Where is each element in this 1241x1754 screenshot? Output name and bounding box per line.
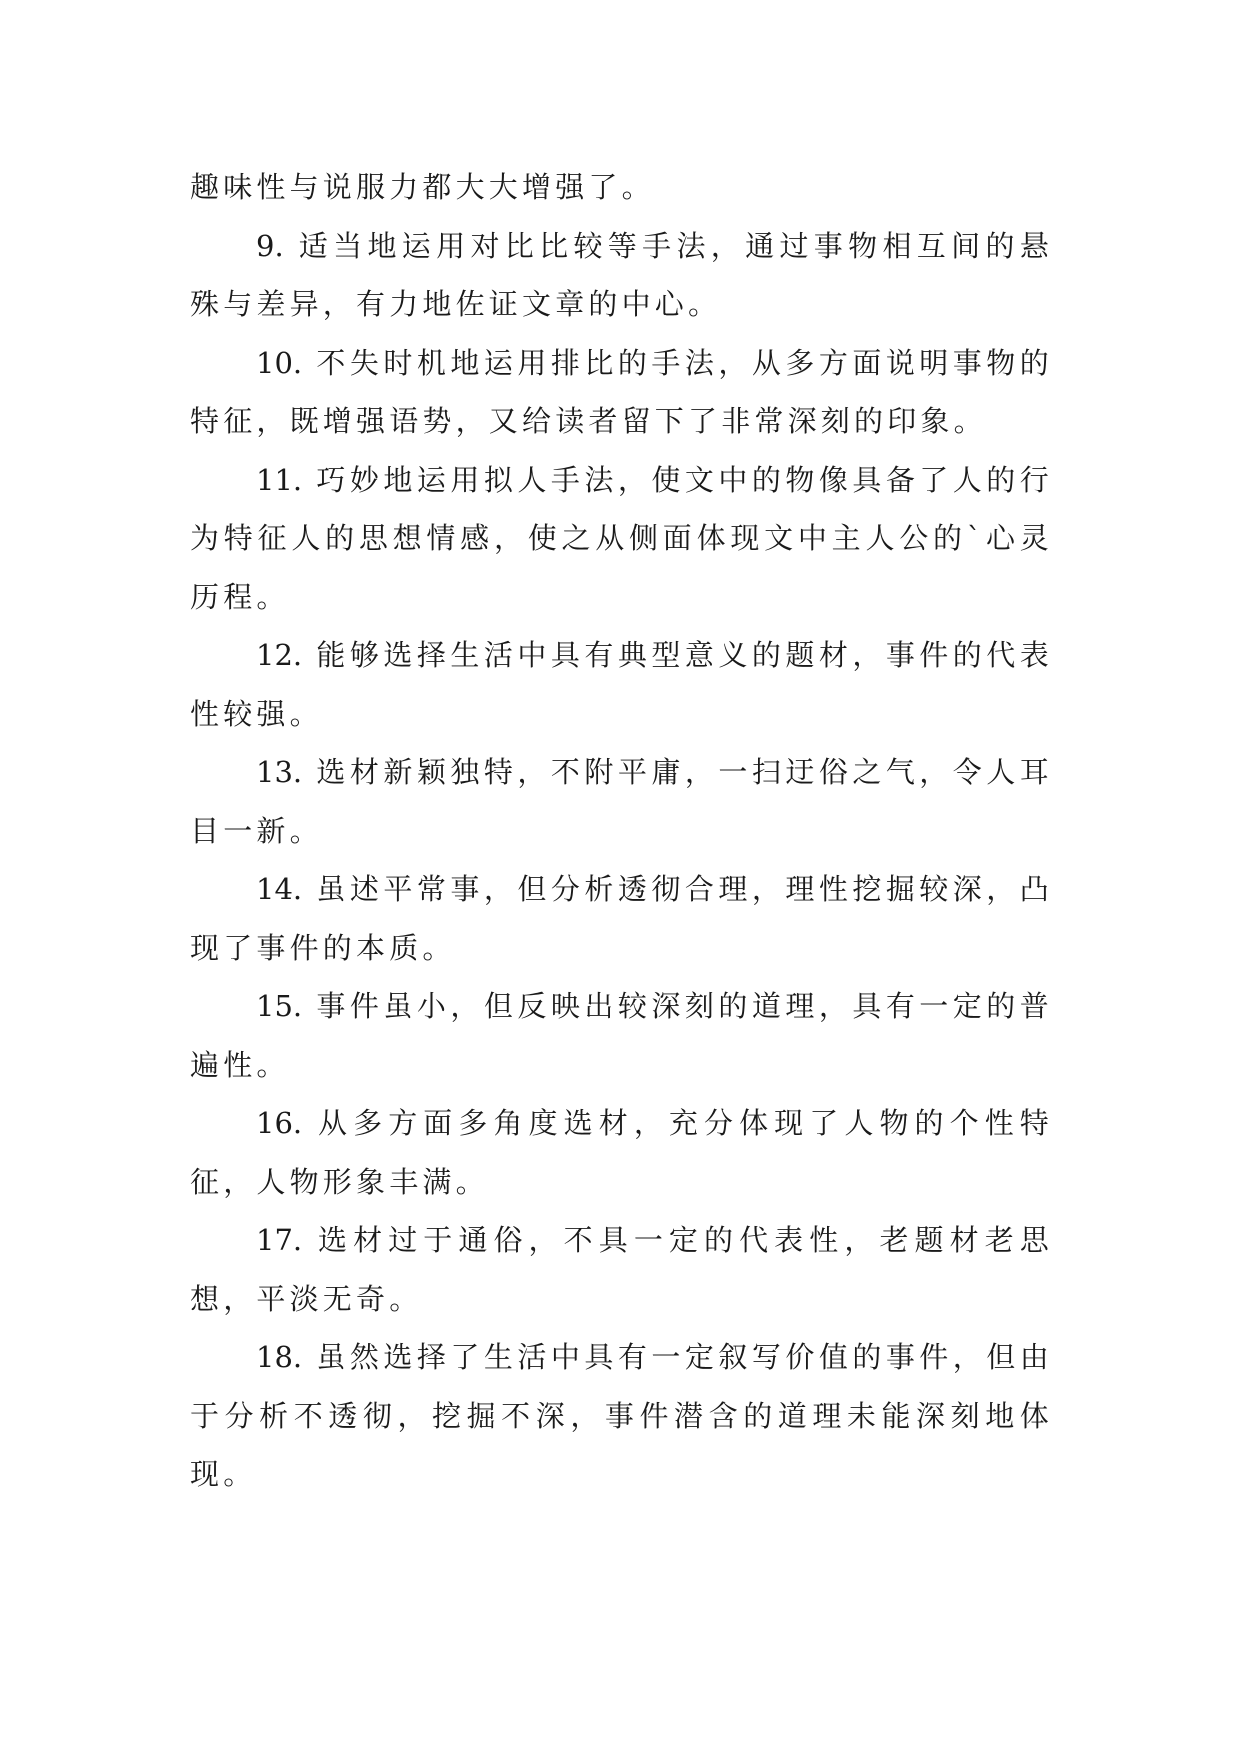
paragraph-16: [190, 1094, 1053, 1211]
paragraph-15: [190, 977, 1053, 1094]
paragraph-continued: [190, 158, 1053, 217]
paragraph-text: 适当地运用对比比较等手法，通过事物相互间的悬殊与差异，有力地佐证文章的中心。: [190, 228, 1053, 321]
paragraph-number: 18.: [256, 1340, 303, 1374]
paragraph-number: 12.: [256, 638, 303, 672]
paragraph-number: 14.: [256, 872, 303, 906]
paragraph-9: [190, 217, 1053, 334]
paragraph-number: 16.: [256, 1106, 303, 1140]
paragraph-13: [190, 743, 1053, 860]
paragraph-number: 13.: [256, 755, 303, 789]
paragraph-text: 巧妙地运用拟人手法，使文中的物像具备了人的行为特征人的思想情感，使之从侧面体现文中主人公的`心灵历程。: [190, 462, 1053, 614]
paragraph-12: [190, 626, 1053, 743]
paragraph-10: [190, 334, 1053, 451]
paragraph-text: 选材过于通俗，不具一定的代表性，老题材老思想，平淡无奇。: [190, 1223, 1053, 1316]
paragraph-number: 9.: [256, 228, 284, 263]
paragraph-18: [190, 1328, 1053, 1504]
paragraph-text: 趣味性与说服力都大大增强了。: [190, 170, 655, 204]
paragraph-17: [190, 1211, 1053, 1328]
paragraph-11: [190, 451, 1053, 627]
paragraph-text: 不失时机地运用排比的手法，从多方面说明事物的特征，既增强语势，又给读者留下了非常深刻的印象。: [190, 345, 1053, 438]
paragraph-14: [190, 860, 1053, 977]
document-page: [190, 158, 1053, 1504]
paragraph-number: 11.: [256, 462, 303, 497]
paragraph-text: 能够选择生活中具有典型意义的题材，事件的代表性较强。: [190, 638, 1053, 731]
paragraph-number: 15.: [256, 989, 303, 1023]
paragraph-text: 虽然选择了生活中具有一定叙写价值的事件，但由于分析不透彻，挖掘不深，事件潜含的道理未能深刻地体现。: [190, 1340, 1053, 1491]
paragraph-number: 17.: [256, 1223, 303, 1257]
paragraph-text: 事件虽小，但反映出较深刻的道理，具有一定的普遍性。: [190, 989, 1053, 1082]
paragraph-number: 10.: [256, 345, 303, 380]
paragraph-text: 选材新颖独特，不附平庸，一扫迂俗之气，令人耳目一新。: [190, 755, 1053, 848]
paragraph-text: 从多方面多角度选材，充分体现了人物的个性特征，人物形象丰满。: [190, 1106, 1053, 1199]
paragraph-text: 虽述平常事，但分析透彻合理，理性挖掘较深，凸现了事件的本质。: [190, 872, 1053, 965]
